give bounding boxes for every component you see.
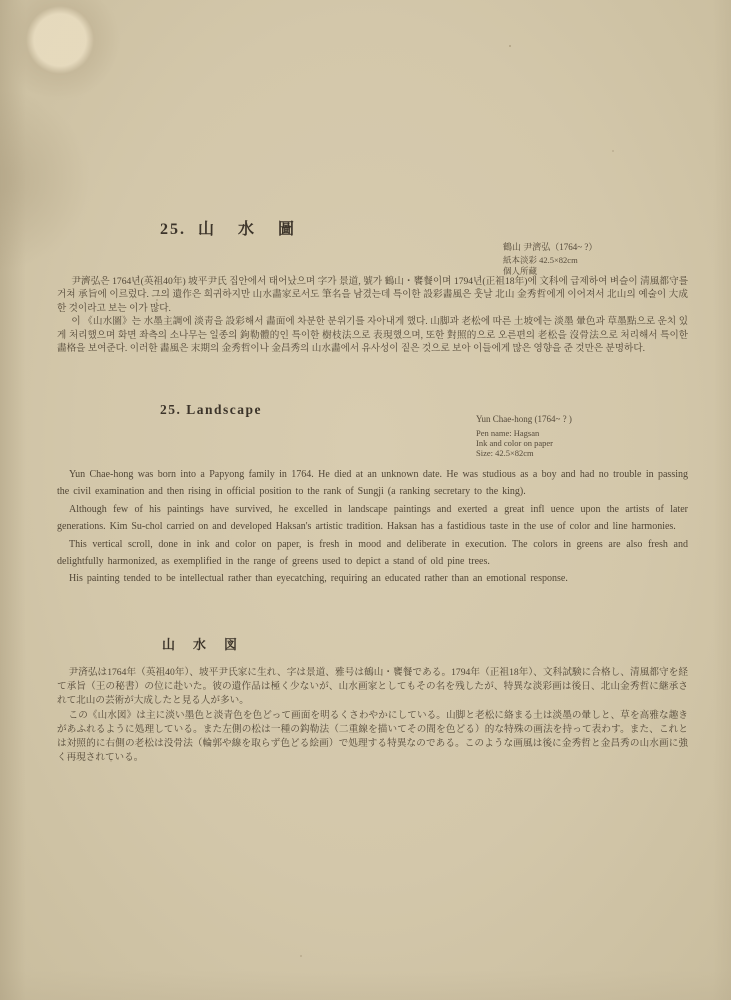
english-paragraph: This vertical scroll, done in ink and color on paper, is fresh in mood and deliberate in execution. The colors in greens are also fresh and delightfully harmonized, as exemplified in the range of greens used to depict a stand of old pine trees. bbox=[57, 538, 688, 568]
english-body-text bbox=[57, 466, 688, 588]
english-credit-block bbox=[476, 414, 572, 458]
korean-title-text: 山 水 圖 bbox=[198, 221, 305, 238]
artist-name-kr: 鶴山 尹濟弘（1764~ ?） bbox=[503, 242, 598, 252]
english-paragraph: His painting tended to be intellectual rather than eyecatching, requiring an educated rather than an emotional response. bbox=[69, 573, 568, 585]
paper-speck bbox=[300, 955, 302, 957]
english-paragraph: Yun Chae-hong was born into a Papyong family in 1764. He died at an unknown date. He was studious as a boy and had no trouble in passing the civil examination and then rising in official position to the rank of Sungji (a ranking secretary to the king). bbox=[57, 469, 688, 498]
paper-speck bbox=[509, 45, 511, 47]
catalog-number: 25. bbox=[160, 221, 186, 238]
korean-paragraph: 尹濟弘은 1764년(英祖40年) 坡平尹氏 집안에서 태어났으며 字가 景道, 號가 鶴山・饔餐이며 1794년(正祖18年)에 文科에 급제하여 벼슬이 淸風都守를 거쳐 承旨에 이르렀다. 그의 遺作은 희귀하지만 山水畵家로서도 筆名을 남겼는데 특이한 設彩畵風은 훗날 北山 金秀哲에게 이어져서 北山의 예술이 大成한 것이라고 보는 이가 많다. bbox=[57, 276, 688, 314]
korean-body-text bbox=[57, 275, 688, 355]
japanese-paragraph: 尹済弘は1764年（英祖40年）、坡平尹氏家に生れ、字は景道、雅号は鶴山・饔餐である。1794年（正祖18年）、文科試験に合格し、清風都守を経て承旨（王の秘書）の位に赴いた。彼の遺作品は極く少ないが、山水画家としてもその名を残したが、特異な淡彩画は後日、北山金秀哲に継承されて北山の芸術が大成したと見る人が多い。 bbox=[57, 667, 688, 707]
japanese-body-text bbox=[57, 666, 688, 765]
korean-credit-block bbox=[503, 242, 597, 277]
japanese-paragraph: この《山水図》は主に淡い墨色と淡青色を色どって画面を明るくさわやかにしている。山脚と老松に絡まる土は淡墨の暈しと、草を高雅な趣きがあふれるように処理している。また左側の松は一種の鈎勒法（二重線を描いてその間を色どる）的な特殊の画法を持って表わす。また、これとは対照的に右側の老松は没骨法（輪郭や線を取らず色どる絵画）で処理する特異なのである。このような画風は後に金秀哲と金昌秀の山水画に強く再現されている。 bbox=[57, 709, 688, 764]
pen-name-en: Pen name: Hagsan bbox=[476, 428, 540, 438]
korean-section-heading bbox=[160, 216, 304, 239]
artist-name-en: Yun Chae-hong (1764~ ? ) bbox=[476, 414, 572, 424]
medium-en: Ink and color on paper bbox=[476, 438, 553, 448]
english-section-heading: 25. Landscape bbox=[160, 402, 263, 417]
medium-kr: 紙本淡彩 42.5×82cm bbox=[503, 255, 578, 265]
english-paragraph: Although few of his paintings have survived, he excelled in landscape paintings and exerted a great infl uence upon the artists of later generations. Kim Su-chol carried on and developed Haksan's artistic tradition. Haksan has a fastidious taste in the use of color and line harmonies. bbox=[57, 503, 688, 533]
korean-paragraph: 이 《山水圖》는 水墨主調에 淡靑을 設彩해서 畵面에 차분한 분위기를 자아내게 했다. 山脚과 老松에 따른 土坡에는 淡墨 暈色과 草墨點으로 운치 있게 처리했으며 화면 좌측의 소나무는 일종의 鉤勒體的인 특이한 樹枝法으로 表現했으며, 또한 對照的으로 오른편의 老松을 沒骨法으로 처리해서 특이한 畵格을 보여준다. 이러한 畵風은 末期의 金秀哲이나 金昌秀의 山水畵에서 유사성이 짙은 것으로 보아 이들에게 많은 영향을 준 것만은 분명하다. bbox=[57, 316, 688, 355]
collection-kr: 個人所藏 bbox=[503, 266, 538, 276]
paper-speck bbox=[612, 150, 614, 152]
size-en: Size: 42.5×82cm bbox=[476, 448, 534, 458]
japanese-section-heading: 山水図 bbox=[162, 637, 256, 652]
